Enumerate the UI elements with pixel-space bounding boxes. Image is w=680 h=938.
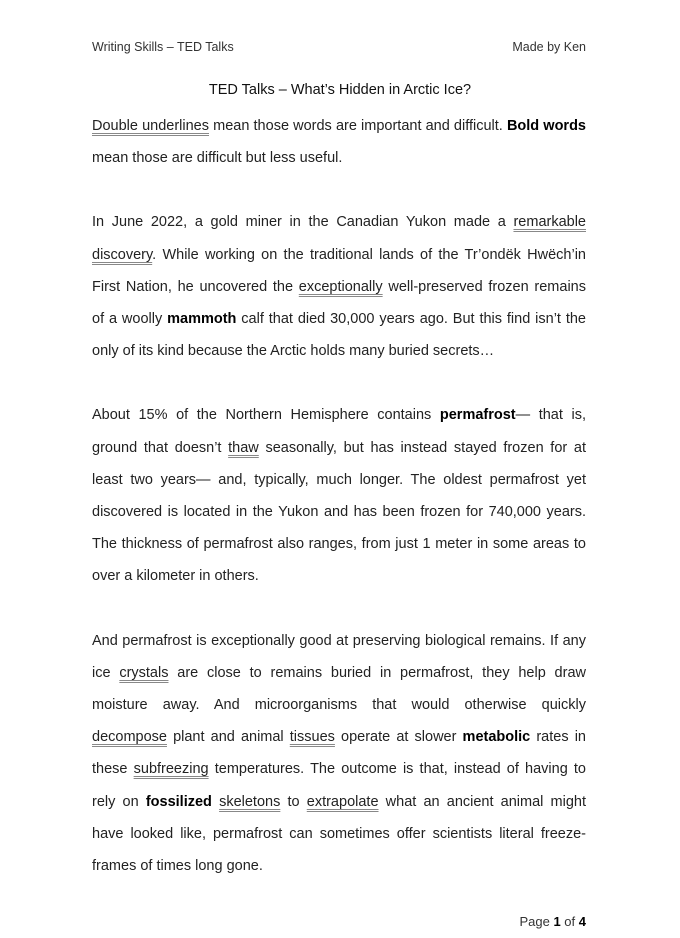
page-total: 4 [578, 914, 586, 929]
bold-fossilized: fossilized [145, 793, 212, 810]
paragraph-text: plant and animal [166, 729, 290, 746]
paragraph-text: seasonally, but has instead stayed frozen for at least two years— and, typically, much longer. The oldest permafrost yet discovered is located in the Yukon and has been frozen for 740,000 years. The thickness of permafrost also ranges, from just 1 meter in some areas to over a kilometer in others. [92, 439, 586, 585]
paragraph-text: About 15% of the Northern Hemisphere contains [92, 407, 440, 424]
paragraph-text: to [280, 793, 307, 810]
page-number: 1 [553, 914, 561, 929]
vocab-crystals: crystals [119, 664, 169, 681]
paragraph-text: operate at slower [334, 729, 463, 746]
paragraph-1 [92, 206, 586, 367]
legend-text: mean those are difficult but less useful. [92, 150, 343, 167]
vocab-skeletons: skeletons [219, 793, 281, 810]
page-of-label: of [564, 914, 576, 929]
page-header [92, 40, 586, 54]
paragraph-text: And permafrost is exceptionally good at preserving biological remains. If any ice [92, 632, 586, 681]
vocab-tissues: tissues [289, 729, 335, 746]
paragraph-2 [92, 399, 586, 592]
vocab-thaw: thaw [228, 439, 259, 456]
paragraph-text: In June 2022, a gold miner in the Canadian Yukon made a [92, 214, 514, 231]
page-label: Page [519, 914, 550, 929]
paragraph-3 [92, 625, 586, 883]
paragraph-spacer [92, 174, 586, 206]
document-body [92, 110, 586, 882]
vocab-subfreezing: subfreezing [133, 761, 209, 778]
legend-bold-words: Bold words [506, 118, 586, 134]
bold-permafrost: permafrost [439, 407, 516, 424]
vocab-exceptionally: exceptionally [298, 278, 383, 295]
legend-text: mean those words are important and difficult. [209, 118, 507, 134]
page-footer [519, 914, 586, 929]
legend-paragraph [92, 110, 586, 174]
bold-metabolic: metabolic [462, 729, 531, 746]
vocab-decompose: decompose [92, 729, 167, 746]
paragraph-text: are close to remains buried in permafrost, they help draw moisture away. And microorganisms that would otherwise quickly [92, 664, 586, 714]
paragraph-text [212, 794, 219, 810]
legend-double-underlines: Double underlines [92, 118, 209, 134]
paragraph-text: rates in these [92, 729, 586, 778]
document-title: TED Talks – What’s Hidden in Arctic Ice? [208, 82, 472, 98]
paragraph-text: . While working on the traditional lands of the Tr’ondëk Hwëch’in First Nation, he uncovered the [92, 246, 586, 295]
vocab-extrapolate: extrapolate [306, 793, 379, 810]
paragraph-text: well-preserved frozen remains of a woolly [92, 278, 586, 328]
vocab-remarkable-discovery: remarkable discovery [92, 214, 586, 263]
paragraph-text: — that is, ground that doesn’t [92, 407, 586, 456]
paragraph-spacer [92, 593, 586, 625]
header-left: Writing Skills – TED Talks [92, 40, 234, 54]
paragraph-text: temperatures. The outcome is that, instead of having to rely on [92, 761, 586, 810]
bold-mammoth: mammoth [167, 311, 237, 328]
header-right: Made by Ken [512, 40, 586, 54]
paragraph-spacer [92, 367, 586, 399]
paragraph-text: calf that died 30,000 years ago. But this find isn’t the only of its kind because the Arctic holds many buried secrets… [92, 311, 586, 360]
paragraph-text: what an ancient animal might have looked like, permafrost can sometimes offer scientists literal freeze-frames of times long gone. [92, 793, 587, 875]
